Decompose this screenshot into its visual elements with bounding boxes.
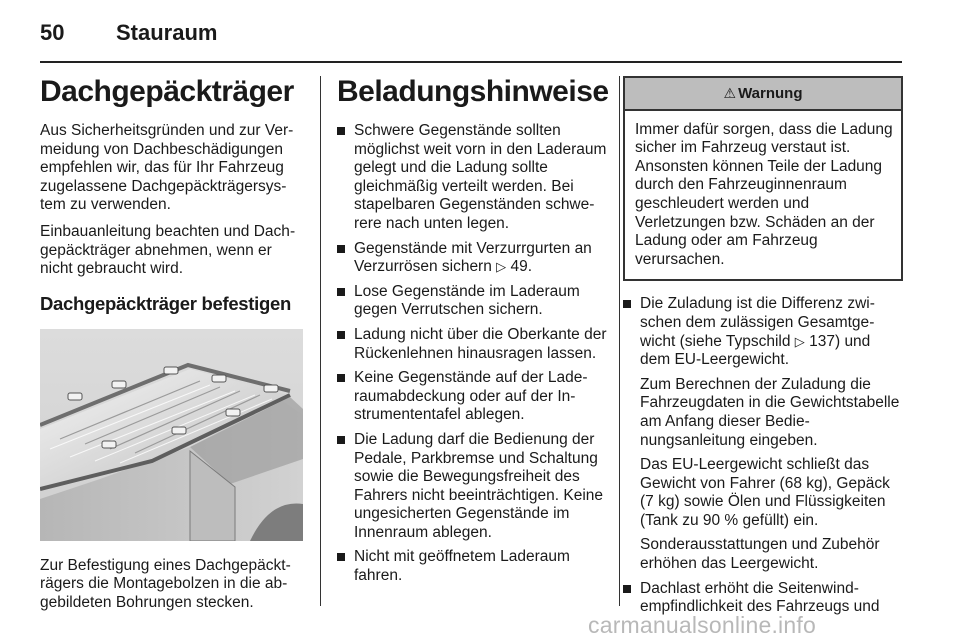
section-title: Stauraum: [116, 20, 218, 45]
bullet-icon: [337, 245, 345, 253]
list-item: Dachlast erhöht die Seitenwindempfindlichkeit des Fahrzeugs und: [623, 580, 903, 617]
page-reference-arrow-icon: ▷: [794, 333, 805, 349]
list-item: Nicht mit geöffnetem Laderaum fahren.: [337, 548, 607, 585]
paragraph: Aus Sicherheitsgründen und zur Vermeidung von Dachbeschädigungen empfehlen wir, das für Ihr Fahrzeug zugelassene Dachgepäckträgersystem zu verwenden.: [40, 122, 294, 214]
subheading-attach-roof-rack: Dachgepäckträger befestigen: [40, 292, 291, 314]
bullet-icon: [337, 436, 345, 444]
warning-triangle-icon: ⚠: [723, 85, 737, 101]
column-divider: [320, 76, 321, 606]
bullet-icon: [337, 331, 345, 339]
list-item: Gegenstände mit Verzurrgurten an Verzurrösen sichern ▷ 49.: [337, 240, 607, 277]
page-header: [40, 14, 900, 54]
page-reference-arrow-icon: ▷: [496, 259, 507, 275]
bullet-icon: [337, 374, 345, 382]
warning-text: Immer dafür sorgen, dass die Ladung sicher im Fahrzeug verstaut ist. Ansonsten können Teile der Ladung durch den Fahrzeuginnenraum geschleudert werden und Verletzungen bzw. Schäden an der Ladung oder am Fahrzeug verursachen.: [635, 120, 893, 268]
bullet-icon: [337, 288, 345, 296]
list-item: Die Ladung darf die Bedienung der Pedale, Parkbremse und Schaltung sowie die Bewegungsfreiheit des Fahrers nicht beeinträchtigen. Keine ungesicherten Gegenstände im Innenraum ablegen.: [337, 431, 607, 543]
list-item: Ladung nicht über die Oberkante der Rückenlehnen hinausragen lassen.: [337, 326, 607, 363]
bullet-icon: [337, 553, 345, 561]
watermark: carmanualsonline.info: [588, 612, 816, 638]
payload-list: [623, 295, 903, 617]
paragraph: Einbauanleitung beachten und Dachgepäckträger abnehmen, wenn er nicht gebraucht wird.: [40, 222, 296, 278]
page-reference[interactable]: 49.: [510, 258, 533, 276]
bullet-icon: [623, 585, 631, 593]
roof-rack-illustration: [40, 329, 303, 541]
list-item: Keine Gegenstände auf der Laderaumabdeckung oder auf der Instrumententafel ablegen.: [337, 369, 607, 425]
column-divider: [619, 76, 620, 606]
heading-roof-rack: Dachgepäckträger: [40, 75, 294, 108]
figure-caption: Zur Befestigung eines Dachgepäckträgers die Montagebolzen in die abgebildeten Bohrungen stecken.: [40, 556, 291, 611]
bullet-icon: [623, 300, 631, 308]
column-loading-notes: [337, 76, 607, 592]
header-rule: [40, 61, 902, 63]
loading-notes-list: [337, 122, 607, 586]
list-item: Lose Gegenstände im Laderaum gegen Verrutschen sichern.: [337, 283, 607, 320]
bullet-icon: [337, 127, 345, 135]
column-roof-rack: [40, 76, 306, 621]
page-number: 50: [40, 20, 65, 45]
column-warning-payload: [623, 76, 903, 623]
list-item: Schwere Gegenstände sollten möglichst weit vorn in den Laderaum gelegt und die Ladung sollte gleichmäßig verteilt werden. Bei stapelbaren Gegenständen schwerere nach unten legen.: [337, 122, 607, 234]
warning-header: [625, 78, 901, 111]
van-roof-drawing: [40, 329, 303, 541]
heading-loading-notes: Beladungshinweise: [337, 75, 609, 108]
page-reference[interactable]: 137) und dem EU-Leergewicht.: [640, 332, 871, 369]
warning-box: [623, 76, 903, 281]
warning-title: Warnung: [738, 85, 803, 102]
list-item: Die Zuladung ist die Differenz zwischen dem zulässigen Gesamtgewicht (siehe Typschild ▷ 137) und dem EU-Leergewicht. Zum Berechnen der Zuladung die Fahrzeugdaten in die Gewichtstabelle am Anfang dieser Bedienungsanleitung eingeben. Das EU-Leergewicht schließt das Gewicht von Fahrer (68 kg), Gepäck (7 kg) sowie Ölen und Flüssigkeiten (Tank zu 90 % gefüllt) ein. Sonderausstattungen und Zubehör erhöhen das Leergewicht.: [623, 295, 903, 573]
